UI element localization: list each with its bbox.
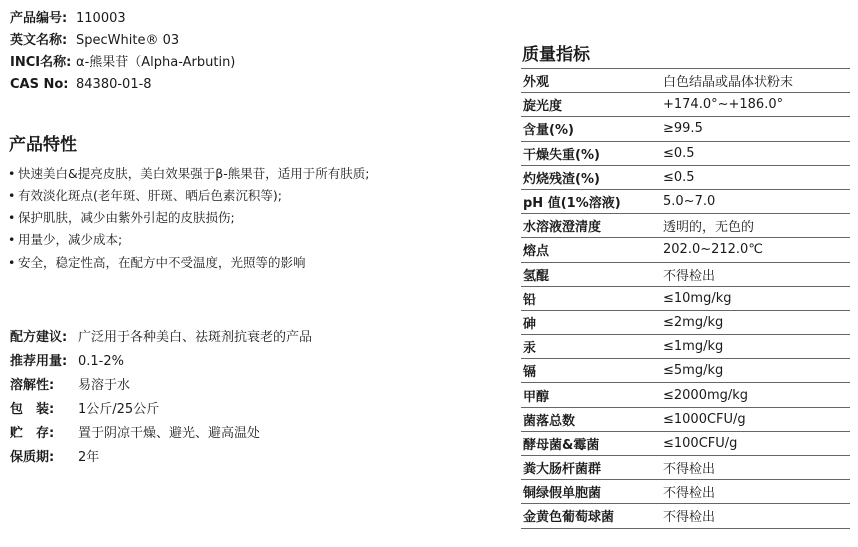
solubility-row: [10, 375, 130, 397]
feature-text: 快速美白&提亮皮肤，美白效果强于β-熊果苷，适用于所有肤质;: [18, 166, 370, 181]
spec-item-value: ≤5mg/kg: [661, 359, 850, 383]
packaging-value: 1公斤/25公斤: [78, 402, 160, 417]
spec-item-name: 粪大肠杆菌群: [521, 456, 661, 480]
spec-row: [521, 69, 850, 93]
feature-item: • 快速美白&提亮皮肤，美白效果强于β-熊果苷，适用于所有肤质;: [8, 166, 370, 181]
spec-item-value: 不得检出: [661, 480, 850, 504]
spec-row: [521, 383, 850, 407]
english-name-row: [10, 29, 179, 49]
spec-item-name: 砷: [521, 310, 661, 334]
inci-name-value: α-熊果苷（Alpha-Arbutin): [76, 55, 236, 70]
spec-item-name: 灼烧残渣(%): [521, 165, 661, 189]
cas-number-value: 84380-01-8: [76, 77, 152, 92]
spec-row: [521, 165, 850, 189]
spec-item-name: 甲醇: [521, 383, 661, 407]
spec-item-name: 旋光度: [521, 93, 661, 117]
shelf-life-value: 2年: [78, 450, 100, 465]
spec-item-value: ≤100CFU/g: [661, 431, 850, 455]
feature-item: • 保护肌肤，减少由紫外引起的皮肤损伤;: [8, 210, 235, 225]
feature-text: 保护肌肤，减少由紫外引起的皮肤损伤;: [18, 210, 235, 225]
spec-row: [521, 310, 850, 334]
spec-row: [521, 456, 850, 480]
spec-item-value: ≤0.5: [661, 165, 850, 189]
quality-spec-table: [521, 68, 850, 529]
english-name-value: SpecWhite® 03: [76, 33, 180, 48]
spec-item-name: 铅: [521, 286, 661, 310]
spec-item-value: 不得检出: [661, 262, 850, 286]
product-code-label: 产品编号:: [10, 11, 68, 26]
spec-row: [521, 189, 850, 213]
english-name-label: 英文名称:: [10, 33, 68, 48]
solubility-label: 溶解性:: [10, 378, 55, 393]
storage-label: 贮 存:: [10, 426, 55, 441]
spec-item-value: ≤0.5: [661, 141, 850, 165]
storage-row: [10, 423, 260, 445]
product-code-row: [10, 7, 126, 27]
spec-row: [521, 117, 850, 141]
solubility-value: 易溶于水: [78, 378, 131, 393]
spec-item-value: ≤10mg/kg: [661, 286, 850, 310]
spec-item-name: 金黄色葡萄球菌: [521, 504, 661, 528]
spec-row: [521, 335, 850, 359]
dosage-row: [10, 351, 124, 373]
spec-item-value: ≤2000mg/kg: [661, 383, 850, 407]
spec-item-name: 水溶液澄清度: [521, 214, 661, 238]
spec-item-name: pH 值(1%溶液): [521, 189, 661, 213]
feature-item: • 用量少，减少成本;: [8, 232, 123, 247]
spec-row: [521, 504, 850, 528]
shelf-life-label: 保质期:: [10, 450, 55, 465]
spec-item-value: ≤1000CFU/g: [661, 407, 850, 431]
spec-item-name: 菌落总数: [521, 407, 661, 431]
shelf-life-row: [10, 447, 99, 469]
spec-row: [521, 431, 850, 455]
spec-row: [521, 262, 850, 286]
spec-item-name: 酵母菌&霉菌: [521, 431, 661, 455]
spec-item-name: 氢醌: [521, 262, 661, 286]
spec-item-name: 铜绿假单胞菌: [521, 480, 661, 504]
storage-value: 置于阴凉干燥、避光、避高温处: [78, 426, 261, 441]
spec-item-name: 外观: [521, 69, 661, 93]
spec-row: [521, 93, 850, 117]
spec-item-value: 不得检出: [661, 456, 850, 480]
spec-item-value: 白色结晶或晶体状粉末: [661, 69, 850, 93]
spec-row: [521, 480, 850, 504]
features-title: 产品特性: [9, 135, 77, 155]
spec-item-value: 5.0~7.0: [661, 189, 850, 213]
quality-title: 质量指标: [522, 45, 590, 65]
spec-item-value: ≤2mg/kg: [661, 310, 850, 334]
spec-item-name: 汞: [521, 335, 661, 359]
spec-item-value: 不得检出: [661, 504, 850, 528]
spec-item-name: 熔点: [521, 238, 661, 262]
feature-text: 用量少，减少成本;: [18, 232, 123, 247]
spec-row: [521, 286, 850, 310]
formulation-row: [10, 327, 312, 349]
spec-item-value: 透明的，无色的: [661, 214, 850, 238]
packaging-label: 包 装:: [10, 402, 55, 417]
packaging-row: [10, 399, 159, 421]
spec-item-value: +174.0°~+186.0°: [661, 93, 850, 117]
cas-number-label: CAS No:: [10, 77, 69, 92]
feature-text: 有效淡化斑点(老年斑、肝斑、晒后色素沉积等);: [18, 188, 282, 203]
spec-row: [521, 141, 850, 165]
inci-name-row: [10, 51, 235, 71]
spec-row: [521, 238, 850, 262]
dosage-value: 0.1-2%: [78, 354, 124, 369]
spec-row: [521, 359, 850, 383]
spec-row: [521, 407, 850, 431]
spec-item-value: ≥99.5: [661, 117, 850, 141]
spec-item-name: 含量(%): [521, 117, 661, 141]
spec-item-value: 202.0~212.0℃: [661, 238, 850, 262]
feature-item: • 有效淡化斑点(老年斑、肝斑、晒后色素沉积等);: [8, 188, 282, 203]
formulation-label: 配方建议:: [10, 330, 68, 345]
cas-number-row: [10, 73, 152, 93]
spec-item-value: ≤1mg/kg: [661, 335, 850, 359]
product-code-value: 110003: [76, 11, 126, 26]
inci-name-label: INCI名称:: [10, 55, 72, 70]
spec-item-name: 镉: [521, 359, 661, 383]
dosage-label: 推荐用量:: [10, 354, 68, 369]
spec-row: [521, 214, 850, 238]
feature-item: • 安全，稳定性高，在配方中不受温度，光照等的影响: [8, 255, 306, 270]
spec-item-name: 干燥失重(%): [521, 141, 661, 165]
feature-text: 安全，稳定性高，在配方中不受温度，光照等的影响: [18, 255, 306, 270]
formulation-value: 广泛用于各种美白、祛斑剂抗衰老的产品: [78, 330, 313, 345]
